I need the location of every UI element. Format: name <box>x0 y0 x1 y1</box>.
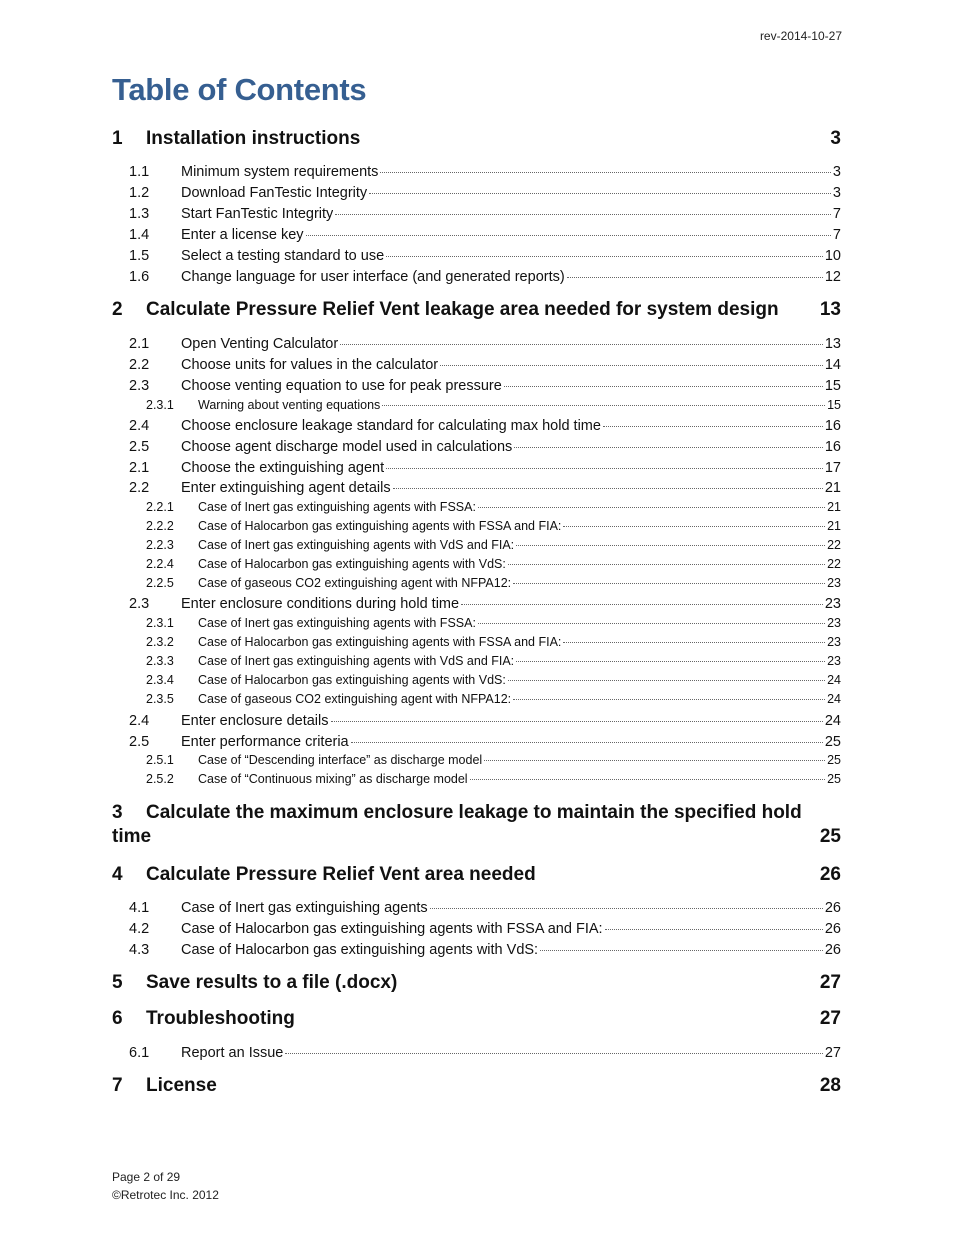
toc-entry-page: 24 <box>824 713 841 729</box>
toc-entry-page: 21 <box>827 500 841 514</box>
toc-entry-page: 22 <box>827 557 841 571</box>
dot-leader <box>563 526 825 527</box>
toc-entry-title: Calculate Pressure Relief Vent area needed <box>146 864 536 885</box>
toc-entry-page: 13 <box>819 299 841 320</box>
toc-entry-number: 1.4 <box>129 227 150 243</box>
toc-entry-level3[interactable] <box>112 538 841 552</box>
toc-entry-level1[interactable] <box>112 972 841 994</box>
toc-entry-title: Enter enclosure conditions during hold time <box>181 596 460 612</box>
dot-leader <box>540 950 823 951</box>
toc-entry-title: Report an Issue <box>181 1045 284 1061</box>
toc-entry-title: Calculate the maximum enclosure leakage to maintain the specified hold <box>146 802 802 823</box>
toc-entry-title: Enter a license key <box>181 227 304 243</box>
dot-leader <box>440 365 823 366</box>
toc-entry-title: Choose the extinguishing agent <box>181 460 385 476</box>
toc-entry-title: Case of gaseous CO2 extinguishing agent with NFPA12: <box>198 576 512 590</box>
dot-leader <box>513 699 825 700</box>
toc-entry-title: Case of gaseous CO2 extinguishing agent with NFPA12: <box>198 692 512 706</box>
toc-entry-number: 2.2.5 <box>146 576 174 590</box>
toc-entry-page: 13 <box>824 336 841 352</box>
toc-entry-title: Choose enclosure leakage standard for calculating max hold time <box>181 418 601 434</box>
toc-entry-title: Case of Halocarbon gas extinguishing agents with VdS: <box>181 942 539 958</box>
toc-entry-number: 2.2.1 <box>146 500 174 514</box>
toc-entry-title: Case of Halocarbon gas extinguishing agents with VdS: <box>198 673 506 687</box>
toc-entry-number: 2.4 <box>129 418 150 434</box>
toc-entry-level3[interactable] <box>112 519 841 533</box>
toc-entry-title: Case of Halocarbon gas extinguishing agents with FSSA and FIA: <box>181 921 603 937</box>
toc-entry-number: 2.3.4 <box>146 673 174 687</box>
dot-leader <box>516 545 825 546</box>
toc-entry-title: Case of Inert gas extinguishing agents with FSSA: <box>198 616 476 630</box>
toc-entry-page: 27 <box>819 1008 841 1029</box>
dot-leader <box>508 680 825 681</box>
toc-entry-title: Case of “Continuous mixing” as discharge model <box>198 772 468 786</box>
toc-entry-number: 1.6 <box>129 269 150 285</box>
toc-entry-title: Case of Inert gas extinguishing agents with FSSA: <box>198 500 476 514</box>
toc-entry-number: 7 <box>112 1075 123 1096</box>
toc-entry-level2[interactable] <box>112 942 841 958</box>
toc-entry-page: 23 <box>827 576 841 590</box>
dot-leader <box>386 256 823 257</box>
toc-entry-title: Save results to a file (.docx) <box>146 972 398 993</box>
toc-entry-title: Select a testing standard to use <box>181 248 385 264</box>
toc-entry-title: Case of Halocarbon gas extinguishing agents with FSSA and FIA: <box>198 519 562 533</box>
dot-leader <box>478 623 825 624</box>
toc-entry-number: 2.2.3 <box>146 538 174 552</box>
toc-entry-number: 2.5.1 <box>146 753 174 767</box>
toc-entry-title: Enter enclosure details <box>181 713 329 729</box>
toc-entry-level3[interactable] <box>112 753 841 767</box>
dot-leader <box>380 172 831 173</box>
toc-entry-page: 21 <box>824 480 841 496</box>
toc-entry-number: 4 <box>112 864 123 885</box>
toc-entry-page: 25 <box>824 734 841 750</box>
toc-entry-number: 2.5 <box>129 439 150 455</box>
dot-leader <box>567 277 823 278</box>
toc-entry-number: 5 <box>112 972 123 993</box>
dot-leader <box>340 344 823 345</box>
toc-entry-page: 16 <box>824 439 841 455</box>
page-number: Page 2 of 29 <box>112 1170 181 1184</box>
dot-leader <box>470 779 826 780</box>
toc-entry-page: 12 <box>824 269 841 285</box>
toc-entry-title: Case of Halocarbon gas extinguishing agents with VdS: <box>198 557 506 571</box>
toc-entry-page: 23 <box>827 635 841 649</box>
toc-entry-level2[interactable] <box>112 480 841 496</box>
dot-leader <box>461 604 823 605</box>
toc-entry-level2[interactable] <box>112 734 841 750</box>
toc-entry-level2[interactable] <box>112 460 841 476</box>
toc-entry-page: 3 <box>830 128 841 149</box>
toc-entry-level2[interactable] <box>112 439 841 455</box>
toc-entry-page: 27 <box>819 972 841 993</box>
toc-entry-page: 16 <box>824 418 841 434</box>
toc-entry-title: Minimum system requirements <box>181 164 379 180</box>
toc-entry-number: 2.2 <box>129 357 150 373</box>
toc-entry-level3[interactable] <box>112 576 841 590</box>
toc-entry-level3[interactable] <box>112 772 841 786</box>
toc-entry-title: Case of Inert gas extinguishing agents with VdS and FIA: <box>198 654 515 668</box>
toc-entry-level3[interactable] <box>112 635 841 649</box>
toc-entry-title: Case of “Descending interface” as discharge model <box>198 753 483 767</box>
toc-entry-level2[interactable] <box>112 596 841 612</box>
toc-entry-level2[interactable] <box>112 713 841 729</box>
dot-leader <box>478 507 825 508</box>
toc-entry-level3[interactable] <box>112 398 841 412</box>
toc-entry-page: 23 <box>824 596 841 612</box>
toc-entry-number: 2.3 <box>129 378 150 394</box>
toc-entry-number: 2.3.2 <box>146 635 174 649</box>
dot-leader <box>504 386 823 387</box>
toc-entry-title: Installation instructions <box>146 128 361 149</box>
toc-entry-page: 26 <box>824 921 841 937</box>
toc-entry-page: 3 <box>832 185 841 201</box>
toc-entry-level2[interactable] <box>112 269 841 285</box>
toc-entry-page: 22 <box>827 538 841 552</box>
toc-entry-page: 27 <box>824 1045 841 1061</box>
toc-entry-level2[interactable] <box>112 357 841 373</box>
toc-entry-title: Warning about venting equations <box>198 398 381 412</box>
toc-entry-number: 6.1 <box>129 1045 150 1061</box>
toc-entry-level1[interactable] <box>112 1075 841 1097</box>
toc-entry-level3[interactable] <box>112 692 841 706</box>
toc-entry-number: 2.2.4 <box>146 557 174 571</box>
toc-entry-page: 25 <box>819 826 841 847</box>
dot-leader <box>351 742 823 743</box>
toc-entry-page: 3 <box>832 164 841 180</box>
dot-leader <box>369 193 831 194</box>
dot-leader <box>335 214 831 215</box>
toc-entry-page: 15 <box>824 378 841 394</box>
toc-entry-title: Open Venting Calculator <box>181 336 339 352</box>
toc-entry-page: 26 <box>824 900 841 916</box>
toc-entry-number: 4.3 <box>129 942 150 958</box>
toc-entry-number: 2.2.2 <box>146 519 174 533</box>
dot-leader <box>386 468 823 469</box>
toc-entry-number: 2.2 <box>129 480 150 496</box>
toc-entry-title: Choose venting equation to use for peak pressure <box>181 378 502 394</box>
toc-entry-level2[interactable] <box>112 921 841 937</box>
dot-leader <box>514 447 823 448</box>
copyright-notice: ©Retrotec Inc. 2012 <box>112 1188 219 1202</box>
toc-entry-level2[interactable] <box>112 336 841 352</box>
toc-entry-level3[interactable] <box>112 557 841 571</box>
toc-entry-page: 10 <box>824 248 841 264</box>
dot-leader <box>603 426 823 427</box>
toc-entry-number: 2.3.1 <box>146 398 174 412</box>
dot-leader <box>516 661 825 662</box>
toc-entry-page: 21 <box>827 519 841 533</box>
dot-leader <box>430 908 823 909</box>
toc-entry-number: 2.3 <box>129 596 150 612</box>
dot-leader <box>513 583 825 584</box>
toc-entry-level3[interactable] <box>112 673 841 687</box>
toc-entry-level3[interactable] <box>112 500 841 514</box>
toc-entry-page: 15 <box>827 398 841 412</box>
toc-entry-level2[interactable] <box>112 1045 841 1061</box>
toc-entry-title: Choose units for values in the calculator <box>181 357 439 373</box>
toc-entry-number: 2.1 <box>129 336 150 352</box>
toc-entry-title: Case of Inert gas extinguishing agents <box>181 900 428 916</box>
dot-leader <box>331 721 823 722</box>
toc-entry-title: Download FanTestic Integrity <box>181 185 368 201</box>
toc-entry-level1[interactable] <box>112 802 841 848</box>
toc-entry-page: 17 <box>824 460 841 476</box>
toc-entry-number: 1.1 <box>129 164 150 180</box>
toc-entry-level1[interactable] <box>112 299 841 321</box>
toc-entry-title: Change language for user interface (and generated reports) <box>181 269 565 285</box>
toc-entry-title: Case of Halocarbon gas extinguishing agents with FSSA and FIA: <box>198 635 562 649</box>
toc-entry-level1[interactable] <box>112 864 841 886</box>
dot-leader <box>382 405 825 406</box>
toc-entry-page: 25 <box>827 753 841 767</box>
dot-leader <box>393 488 823 489</box>
toc-entry-number: 1 <box>112 128 123 149</box>
dot-leader <box>508 564 825 565</box>
toc-entry-number: 2.1 <box>129 460 150 476</box>
toc-entry-title-continued: time <box>112 826 152 847</box>
toc-entry-level2[interactable] <box>112 185 841 201</box>
toc-entry-level3[interactable] <box>112 654 841 668</box>
toc-entry-page: 25 <box>827 772 841 786</box>
toc-entry-level2[interactable] <box>112 418 841 434</box>
toc-entry-level1[interactable] <box>112 1008 841 1030</box>
toc-entry-level2[interactable] <box>112 378 841 394</box>
toc-entry-number: 2.5 <box>129 734 150 750</box>
toc-entry-number: 4.1 <box>129 900 150 916</box>
toc-entry-title: Enter extinguishing agent details <box>181 480 391 496</box>
toc-entry-level2[interactable] <box>112 248 841 264</box>
toc-entry-number: 2.3.1 <box>146 616 174 630</box>
toc-entry-number: 6 <box>112 1008 123 1029</box>
toc-entry-number: 4.2 <box>129 921 150 937</box>
toc-entry-title: License <box>146 1075 217 1096</box>
toc-entry-number: 1.5 <box>129 248 150 264</box>
dot-leader <box>605 929 823 930</box>
toc-entry-page: 24 <box>827 692 841 706</box>
toc-entry-level2[interactable] <box>112 227 841 243</box>
toc-entry-page: 7 <box>832 206 841 222</box>
dot-leader <box>563 642 825 643</box>
toc-entry-page: 7 <box>832 227 841 243</box>
toc-entry-page: 28 <box>819 1075 841 1096</box>
toc-entry-number: 2.3.3 <box>146 654 174 668</box>
toc-entry-title: Troubleshooting <box>146 1008 295 1029</box>
toc-entry-title: Enter performance criteria <box>181 734 349 750</box>
page-footer <box>112 1168 219 1204</box>
toc-entry-title: Case of Inert gas extinguishing agents with VdS and FIA: <box>198 538 515 552</box>
toc-entry-number: 1.2 <box>129 185 150 201</box>
toc-entry-number: 3 <box>112 802 123 823</box>
toc-entry-number: 2 <box>112 299 123 320</box>
toc-entry-title: Choose agent discharge model used in calculations <box>181 439 513 455</box>
toc-entry-page: 26 <box>819 864 841 885</box>
toc-entry-level2[interactable] <box>112 900 841 916</box>
toc-entry-number: 2.3.5 <box>146 692 174 706</box>
revision-label: rev-2014-10-27 <box>759 29 842 43</box>
toc-entry-page: 23 <box>827 616 841 630</box>
toc-entry-level3[interactable] <box>112 616 841 630</box>
toc-entry-level2[interactable] <box>112 164 841 180</box>
toc-entry-page: 23 <box>827 654 841 668</box>
toc-entry-level1[interactable] <box>112 128 841 150</box>
toc-entry-page: 14 <box>824 357 841 373</box>
toc-entry-page: 26 <box>824 942 841 958</box>
dot-leader <box>484 760 825 761</box>
dot-leader <box>306 235 831 236</box>
toc-entry-title: Calculate Pressure Relief Vent leakage area needed for system design <box>146 299 779 320</box>
toc-entry-page: 24 <box>827 673 841 687</box>
dot-leader <box>285 1053 822 1054</box>
page-title: Table of Contents <box>112 72 367 107</box>
toc-entry-number: 1.3 <box>129 206 150 222</box>
toc-entry-title: Start FanTestic Integrity <box>181 206 334 222</box>
toc-entry-number: 2.5.2 <box>146 772 174 786</box>
toc-entry-number: 2.4 <box>129 713 150 729</box>
toc-entry-level2[interactable] <box>112 206 841 222</box>
